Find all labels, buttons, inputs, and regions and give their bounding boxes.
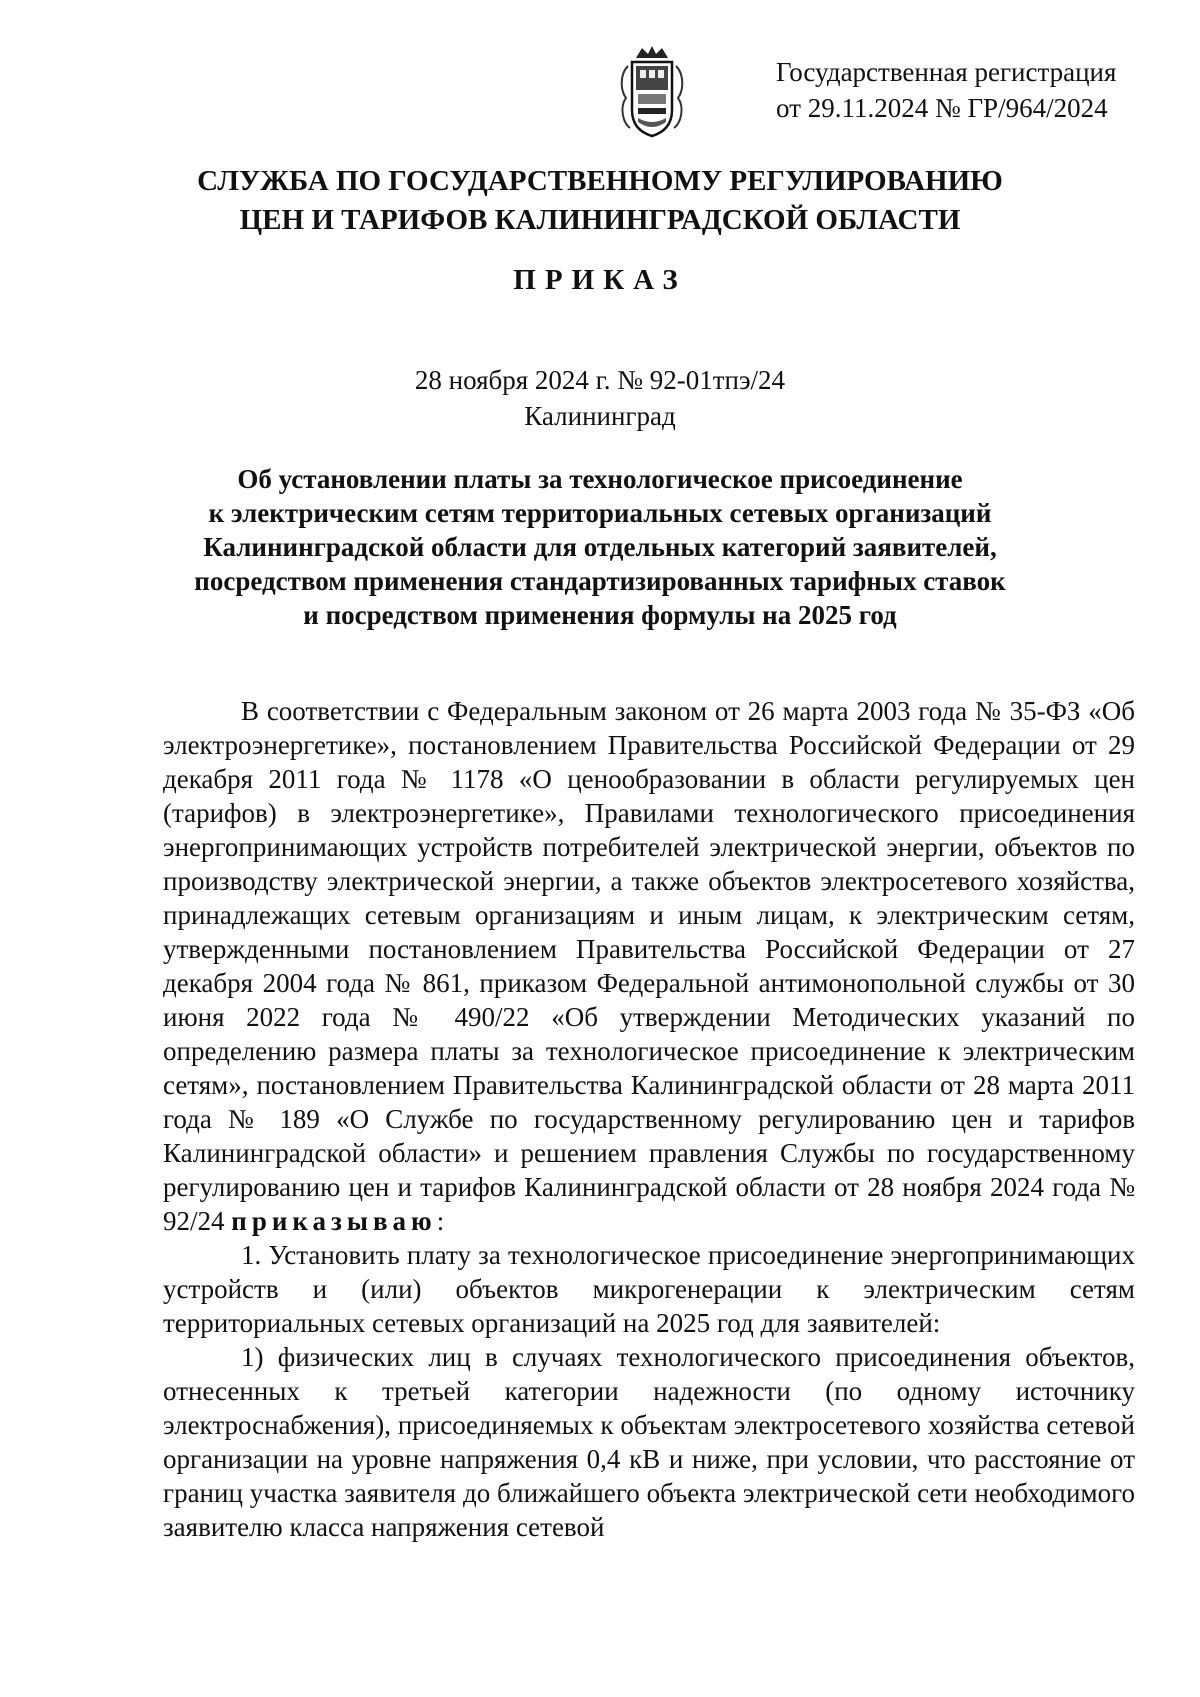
coat-of-arms-icon — [616, 44, 688, 140]
subject-line4: посредством применения стандартизированных тарифных ставок — [194, 566, 1006, 596]
subject-line1: Об установлении платы за технологическое присоединение — [237, 464, 963, 494]
agency-line2: ЦЕН И ТАРИФОВ КАЛИНИНГРАДСКОЙ ОБЛАСТИ — [239, 204, 961, 236]
subject-line2: к электрическим сетям территориальных сетевых организаций — [208, 498, 992, 528]
order-meta — [0, 362, 1200, 434]
item-1-1-paragraph: 1) физических лиц в случаях технологического присоединения объектов, отнесенных к третьей категории надежности (по одному источнику электроснабжения), присоединяемых к объектам электросетевого хозяйства сетевой организации на уровне напряжения 0,4 кВ и ниже, при условии, что расстояние от границ участка заявителя до ближайшего объекта электрической сети необходимого заявителю класса напряжения сетевой — [163, 1342, 1135, 1542]
preamble-text: В соответствии с Федеральным законом от 26 марта 2003 года № 35-ФЗ «Об электроэнергетике», постановлением Правительства Российской Федерации от 29 декабря 2011 года № 1178 «О ценообразовании в области регулируемых цен (тарифов) в электроэнергетике», Правилами технологического присоединения энергопринимающих устройств потребителей электрической энергии, объектов по производству электрической энергии, а также объектов электросетевого хозяйства, принадлежащих сетевым организациям и иным лицам, к электрическим сетям, утвержденными постановлением Правительства Российской Федерации от 27 декабря 2004 года № 861, приказом Федеральной антимонопольной службы от 30 июня 2022 года № 490/22 «Об утверждении Методических указаний по определению размера платы за технологическое присоединение к электрическим сетям», постановлением Правительства Калининградской области от 28 марта 2011 года № 189 «О Службе по государственному регулированию цен и тарифов Калининградской области» и решением правления Службы по государственному регулированию цен и тарифов Калининградской области от 28 ноября 2024 года № 92/24 — [163, 696, 1135, 1236]
subject-line3: Калининградской области для отдельных категорий заявителей, — [203, 532, 997, 562]
preamble-paragraph — [163, 694, 1135, 1238]
order-word-suffix: : — [436, 1206, 445, 1236]
item-1-paragraph: 1. Установить плату за технологическое присоединение энергопринимающих устройств и (или) объектов микрогенерации к электрическим сетям территориальных сетевых организаций на 2025 год для заявителей: — [163, 1240, 1135, 1338]
order-subject — [0, 462, 1200, 632]
registration-block — [776, 54, 1116, 126]
agency-line1: СЛУЖБА ПО ГОСУДАРСТВЕННОМУ РЕГУЛИРОВАНИЮ — [197, 165, 1003, 197]
order-date-number: 28 ноября 2024 г. № 92-01тпэ/24 — [414, 365, 786, 395]
subject-line5: и посредством применения формулы на 2025 год — [303, 600, 897, 630]
document-body — [163, 694, 1135, 1544]
order-word: приказываю — [231, 1206, 437, 1236]
registration-line1: Государственная регистрация — [776, 57, 1117, 87]
agency-name — [0, 162, 1200, 240]
order-city: Калининград — [524, 401, 676, 431]
registration-line2: от 29.11.2024 № ГР/964/2024 — [776, 93, 1108, 123]
order-title: ПРИКАЗ — [513, 264, 687, 296]
